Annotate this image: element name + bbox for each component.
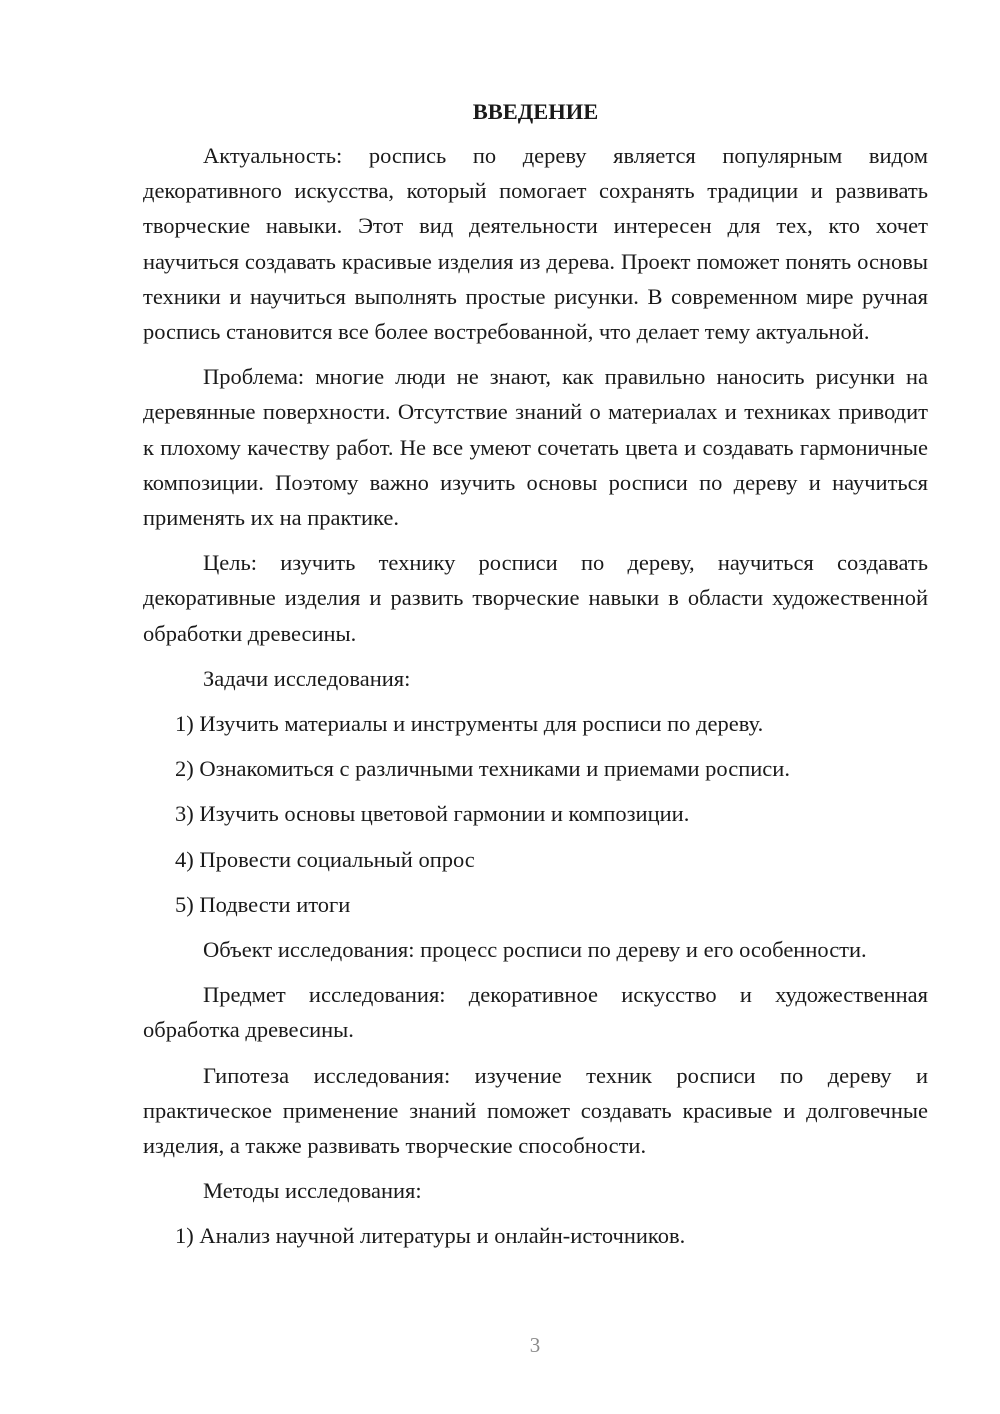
paragraph-goal: Цель: изучить технику росписи по дереву, научиться создавать декоративные изделия и развить творческие навыки в области художественной обработки древесины. [143,550,928,646]
paragraph-relevance: Актуальность: роспись по дереву является популярным видом декоративного искусства, который помогает сохранять традиции и развивать творческие навыки. Этот вид деятельности интересен для тех, кто хочет научиться создавать красивые изделия из дерева. Проект поможет понять основы техники и научиться выполнять простые рисунки. В современном мире ручная роспись становится все более востребованной, что делает тему актуальной. [143,143,928,345]
list-item: 1) Изучить материалы и инструменты для росписи по дереву. [175,711,764,737]
methods-list [143,1218,928,1253]
page-number: 3 [529,1333,541,1357]
list-item: 2) Ознакомиться с различными техниками и приемами росписи. [175,756,790,782]
paragraph-object: Объект исследования: процесс росписи по дереву и его особенности. [203,937,867,963]
list-item: 5) Подвести итоги [175,891,351,917]
list-item: 3) Изучить основы цветовой гармонии и композиции. [175,801,690,827]
paragraph-hypothesis: Гипотеза исследования: изучение техник росписи по дереву и практическое применение знаний поможет создавать красивые и долговечные изделия, а также развивать творческие способности. [143,1062,928,1159]
tasks-list [143,706,928,922]
tasks-heading: Задачи исследования: [203,665,411,691]
paragraph-subject: Предмет исследования: декоративное искусство и художественная обработка древесины. [143,982,928,1043]
page-body [143,96,928,1264]
section-title: ВВЕДЕНИЕ [472,99,599,124]
methods-heading: Методы исследования: [203,1178,422,1204]
list-item: 1) Анализ научной литературы и онлайн-источников. [175,1223,686,1249]
list-item: 4) Провести социальный опрос [175,846,475,872]
paragraph-problem: Проблема: многие люди не знают, как правильно наносить рисунки на деревянные поверхности. Отсутствие знаний о материалах и техниках приводит к плохому качеству работ. Не все умеют сочетать цвета и создавать гармоничные композиции. Поэтому важно изучить основы росписи по дереву и научиться применять их на практике. [143,364,928,531]
